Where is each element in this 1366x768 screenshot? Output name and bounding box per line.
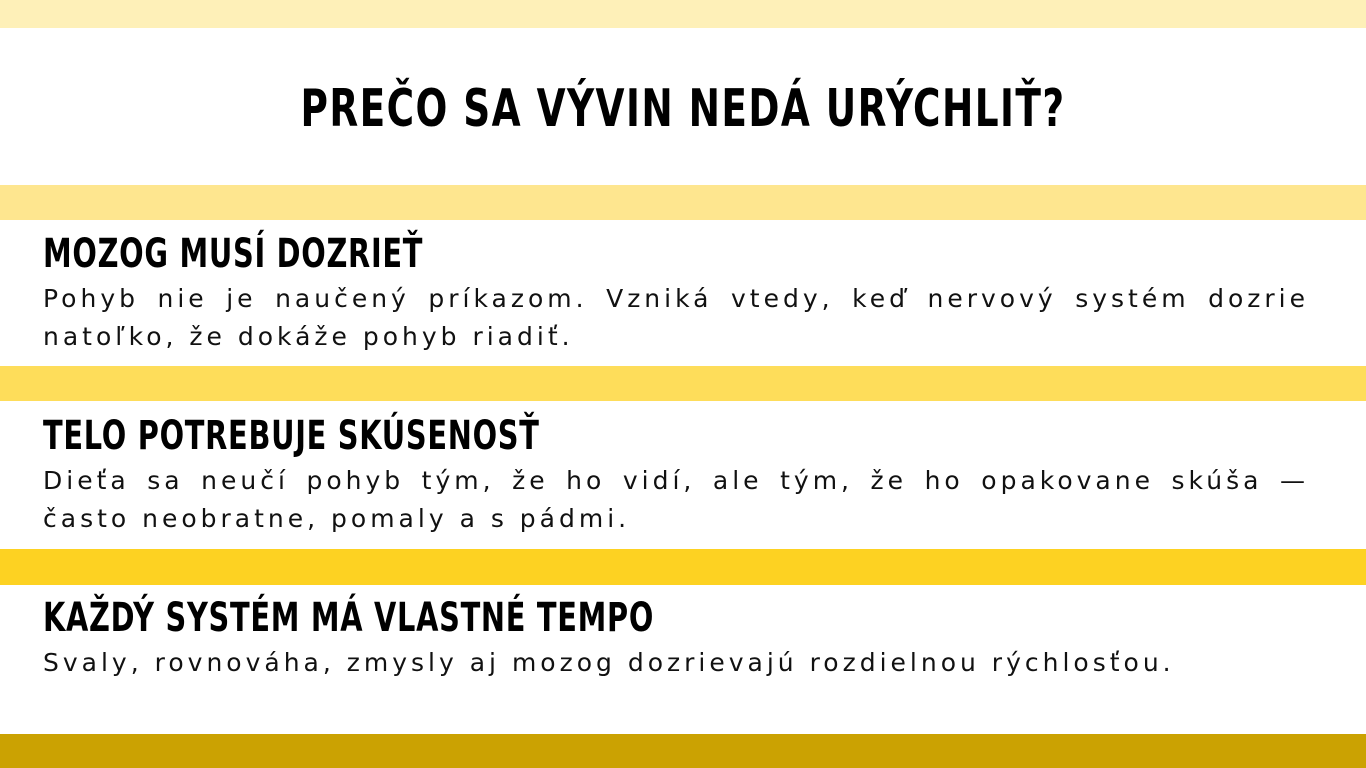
page-title: PREČO SA VÝVIN NEDÁ URÝCHLIŤ? — [300, 79, 1066, 139]
divider-band-1 — [0, 185, 1366, 220]
section-text: Svaly, rovnováha, zmysly aj mozog dozrievajú rozdielnou rýchlosťou. — [43, 648, 1175, 677]
top-decorative-band — [0, 0, 1366, 28]
section-brain — [43, 230, 1309, 356]
section-text: Dieťa sa neučí pohyb tým, že ho vidí, ale tým, že ho opakovane skúša — často neobratne, pomaly a s pádmi. — [43, 466, 1309, 533]
section-own-tempo — [43, 594, 1309, 682]
section-body-experience — [43, 412, 1309, 538]
divider-band-3 — [0, 549, 1366, 585]
divider-band-2 — [0, 366, 1366, 401]
section-text: Pohyb nie je naučený príkazom. Vzniká vtedy, keď nervový systém dozrie natoľko, že dokáže pohyb riadiť. — [43, 284, 1309, 351]
section-heading: MOZOG MUSÍ DOZRIEŤ — [43, 231, 424, 277]
section-heading: KAŽDÝ SYSTÉM MÁ VLASTNÉ TEMPO — [43, 595, 655, 641]
section-heading: TELO POTREBUJE SKÚSENOSŤ — [43, 413, 540, 459]
bottom-decorative-band — [0, 734, 1366, 768]
